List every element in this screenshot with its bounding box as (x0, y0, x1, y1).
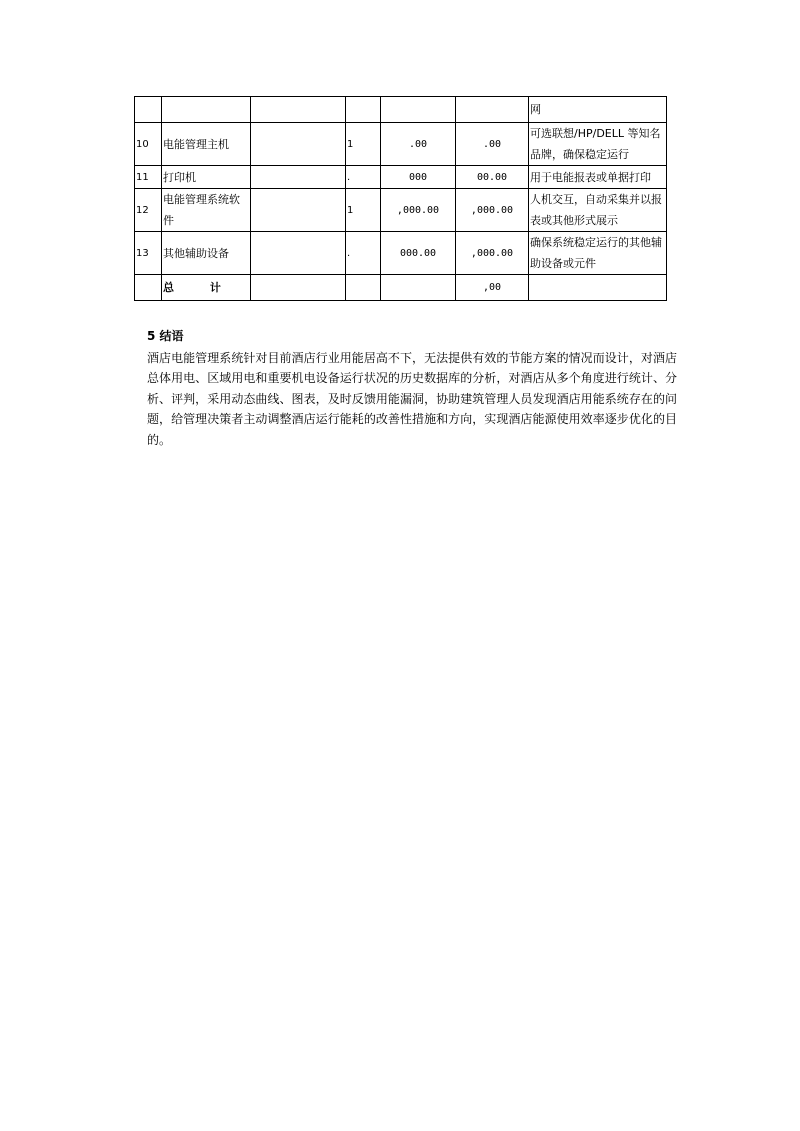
table-row (135, 123, 667, 166)
section-body: 酒店电能管理系统针对目前酒店行业用能居高不下，无法提供有效的节能方案的情况而设计，对酒店总体用电、区域用电和重要机电设备运行状况的历史数据库的分析，对酒店从多个角度进行统计、分析、评判，采用动态曲线、图表，及时反馈用能漏洞，协助建筑管理人员发现酒店用能系统存在的问题，给管理决策者主动调整酒店运行能耗的改善性措施和方向，实现酒店能源使用效率逐步优化的目的。 (147, 350, 677, 447)
cell-price: 000 (381, 166, 456, 189)
cell-spec (251, 189, 346, 232)
cell-remark: 网 (529, 97, 667, 123)
cell-qty (346, 275, 381, 301)
cell-no: 13 (135, 232, 162, 275)
cell-spec (251, 97, 346, 123)
cell-name (162, 97, 251, 123)
cell-no: 10 (135, 123, 162, 166)
cell-price: ,000.00 (381, 189, 456, 232)
cell-spec (251, 166, 346, 189)
total-label: 总 计 (162, 275, 251, 301)
equipment-table (134, 96, 667, 301)
cell-qty: 1 (346, 123, 381, 166)
cell-name: 电能管理系统软件 (162, 189, 251, 232)
cell-total: ,000.00 (456, 189, 529, 232)
cell-spec (251, 123, 346, 166)
conclusion-section (147, 326, 677, 450)
cell-price (381, 275, 456, 301)
cell-remark: 可选联想/HP/DELL 等知名品牌，确保稳定运行 (529, 123, 667, 166)
cell-no (135, 275, 162, 301)
cell-no (135, 97, 162, 123)
cell-remark: 确保系统稳定运行的其他辅助设备或元件 (529, 232, 667, 275)
cell-qty: . (346, 166, 381, 189)
total-amount: ,00 (456, 275, 529, 301)
table-row (135, 166, 667, 189)
cell-qty: . (346, 232, 381, 275)
table-row (135, 97, 667, 123)
cell-price (381, 97, 456, 123)
cell-no: 12 (135, 189, 162, 232)
cell-name: 打印机 (162, 166, 251, 189)
cell-price: 000.00 (381, 232, 456, 275)
cell-total: .00 (456, 123, 529, 166)
table-row (135, 232, 667, 275)
cell-total (456, 97, 529, 123)
cell-spec (251, 232, 346, 275)
section-heading: 5 结语 (147, 329, 184, 343)
cell-no: 11 (135, 166, 162, 189)
cell-remark: 人机交互，自动采集并以报表或其他形式展示 (529, 189, 667, 232)
cell-name: 电能管理主机 (162, 123, 251, 166)
cell-name: 其他辅助设备 (162, 232, 251, 275)
cell-spec (251, 275, 346, 301)
total-row (135, 275, 667, 301)
cell-total: ,000.00 (456, 232, 529, 275)
cell-price: .00 (381, 123, 456, 166)
table-row (135, 189, 667, 232)
cell-qty: 1 (346, 189, 381, 232)
cell-qty (346, 97, 381, 123)
cell-remark (529, 275, 667, 301)
cell-total: 00.00 (456, 166, 529, 189)
cell-remark: 用于电能报表或单据打印 (529, 166, 667, 189)
